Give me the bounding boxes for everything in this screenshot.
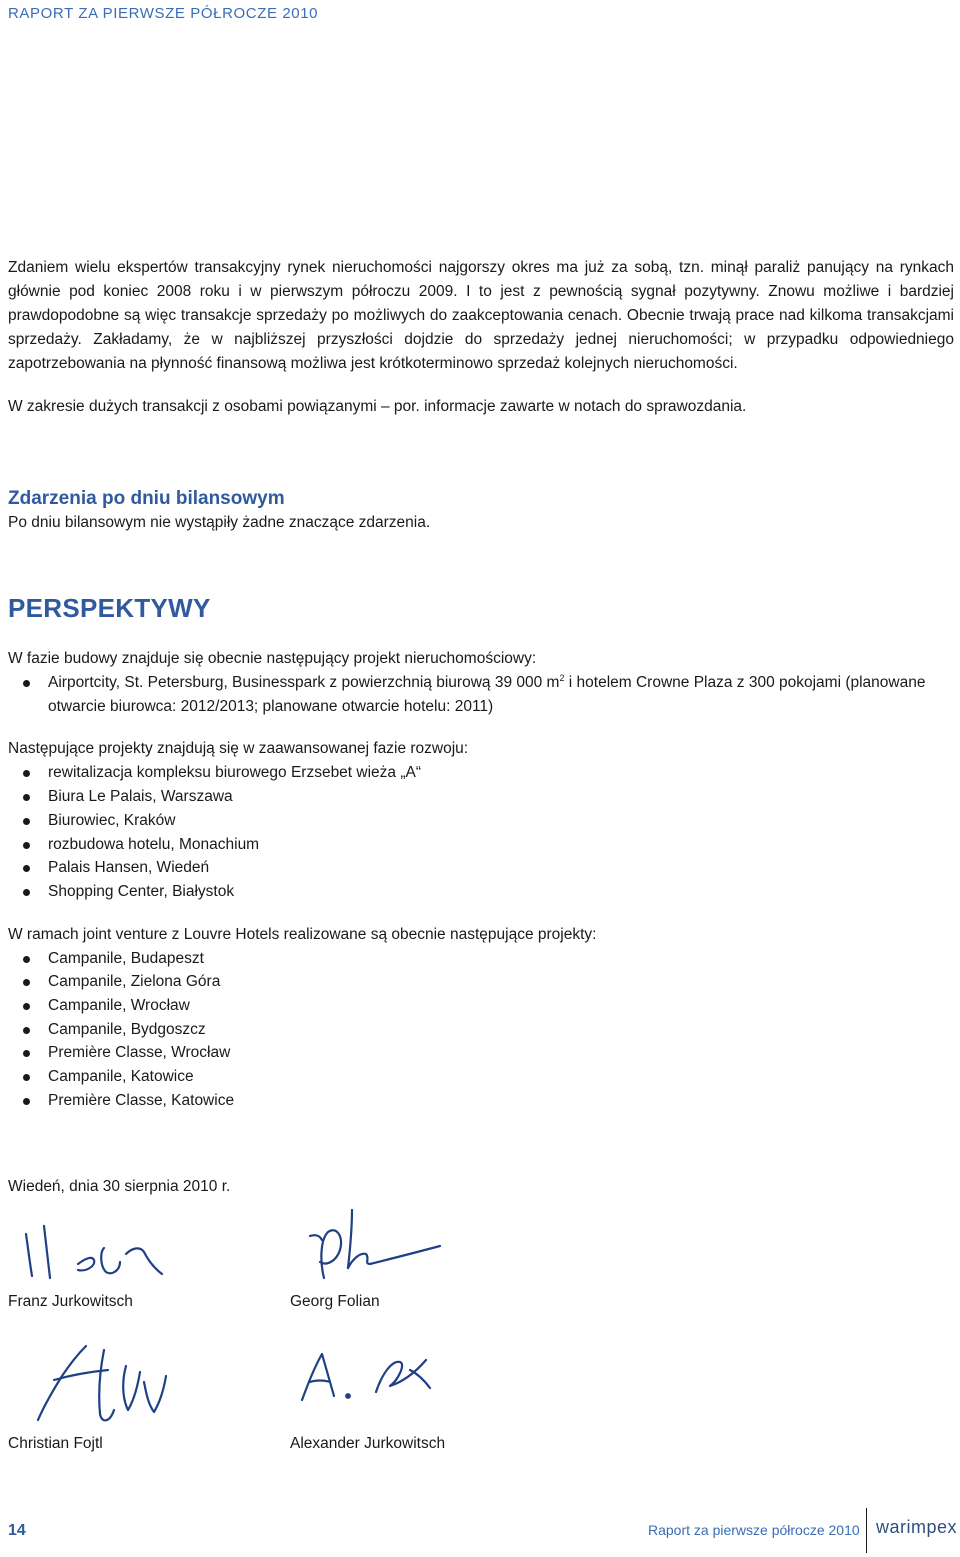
- signatory-name: Alexander Jurkowitsch: [290, 1435, 446, 1452]
- list-item: Campanile, Wrocław: [8, 994, 954, 1018]
- events-heading: Zdarzenia po dniu bilansowym: [8, 488, 285, 509]
- bullet-icon: [23, 1050, 30, 1057]
- company-logo: warimpex: [876, 1517, 958, 1537]
- advanced-projects-list: [8, 761, 954, 903]
- signature-block-christian-fojtl: [8, 1336, 268, 1454]
- bullet-icon: [23, 680, 30, 687]
- signature-block-georg-folian: [290, 1206, 550, 1312]
- list-item: Biurowiec, Kraków: [8, 809, 954, 833]
- list-item: Biura Le Palais, Warszawa: [8, 785, 954, 809]
- bullet-icon: [23, 818, 30, 825]
- list-item: Première Classe, Wrocław: [8, 1041, 954, 1065]
- bullet-icon: [23, 842, 30, 849]
- footer-report-title: Raport za pierwsze półrocze 2010: [648, 1522, 860, 1538]
- handwritten-signature: [290, 1206, 470, 1290]
- joint-venture-intro: W ramach joint venture z Louvre Hotels realizowane są obecnie następujące projekty:: [8, 925, 597, 943]
- signatory-name: Franz Jurkowitsch: [8, 1293, 133, 1310]
- page-number: 14: [8, 1522, 26, 1539]
- signatory-name: Georg Folian: [290, 1293, 380, 1310]
- bullet-icon: [23, 1027, 30, 1034]
- bullet-icon: [23, 770, 30, 777]
- list-item: Palais Hansen, Wiedeń: [8, 856, 954, 880]
- page-content: [8, 256, 954, 1199]
- bullet-icon: [23, 889, 30, 896]
- signature-block-franz-jurkowitsch: [8, 1212, 268, 1312]
- footer-divider: [866, 1508, 867, 1553]
- related-party-note: W zakresie dużych transakcji z osobami powiązanymi – por. informacje zawarte w notach do sprawozdania.: [8, 398, 747, 415]
- list-item: Campanile, Budapeszt: [8, 947, 954, 971]
- bullet-icon: [23, 865, 30, 872]
- bullet-icon: [23, 1098, 30, 1105]
- joint-venture-list: [8, 947, 954, 1113]
- construction-list: [8, 671, 954, 718]
- place-and-date: Wiedeń, dnia 30 sierpnia 2010 r.: [8, 1177, 231, 1195]
- bullet-icon: [23, 956, 30, 963]
- handwritten-signature: [290, 1340, 470, 1432]
- list-item: Campanile, Bydgoszcz: [8, 1018, 954, 1042]
- signature-block-alexander-jurkowitsch: [290, 1340, 550, 1454]
- bullet-icon: [23, 1003, 30, 1010]
- list-item: Airportcity, St. Petersburg, Businesspark z powierzchnią biurową 39 000 $m^2$ i hotelem Crowne Plaza z 300 pokojami (planowane otwarcie biurowca: 2012/2013; planowane otwarcie hotelu: 2011): [8, 671, 954, 718]
- bullet-icon: [23, 794, 30, 801]
- list-item: Campanile, Zielona Góra: [8, 970, 954, 994]
- list-item: rozbudowa hotelu, Monachium: [8, 833, 954, 857]
- signatory-name: Christian Fojtl: [8, 1435, 103, 1452]
- list-item: Shopping Center, Białystok: [8, 880, 954, 904]
- intro-paragraph: Zdaniem wielu ekspertów transakcyjny rynek nieruchomości najgorszy okres ma już za sobą, tzn. minął paraliż panujący na rynkach głównie pod koniec 2008 roku i w pierwszym półroczu 2009. I to jest z pewnością sygnał pozytywny. Znowu możliwe i bardziej prawdopodobne są więc transakcje sprzedaży po możliwych do zaakceptowania cenach. Obecnie trwają prace nad kilkoma transakcjami sprzedaży. Zakładamy, że w najbliższej przyszłości dojdzie do sprzedaży jednej nieruchomości; w przypadku odpowiedniego zapotrzebowania na płynność finansową możliwa jest krótkoterminowo sprzedaż kolejnych nieruchomości.: [8, 259, 954, 372]
- list-item: Campanile, Katowice: [8, 1065, 954, 1089]
- bullet-icon: [23, 1074, 30, 1081]
- construction-intro: W fazie budowy znajduje się obecnie następujący projekt nieruchomościowy:: [8, 650, 537, 667]
- outlook-heading: PERSPEKTYWY: [8, 593, 211, 623]
- handwritten-signature: [8, 1212, 178, 1290]
- running-header: RAPORT ZA PIERWSZE PÓŁROCZE 2010: [8, 5, 319, 22]
- events-text: Po dniu bilansowym nie wystąpiły żadne znaczące zdarzenia.: [8, 514, 431, 531]
- bullet-icon: [23, 979, 30, 986]
- advanced-intro: Następujące projekty znajdują się w zaawansowanej fazie rozwoju:: [8, 740, 469, 758]
- list-item: rewitalizacja kompleksu biurowego Erzsebet wieża „A“: [8, 761, 954, 785]
- handwritten-signature: [8, 1336, 208, 1432]
- list-item: Première Classe, Katowice: [8, 1089, 954, 1113]
